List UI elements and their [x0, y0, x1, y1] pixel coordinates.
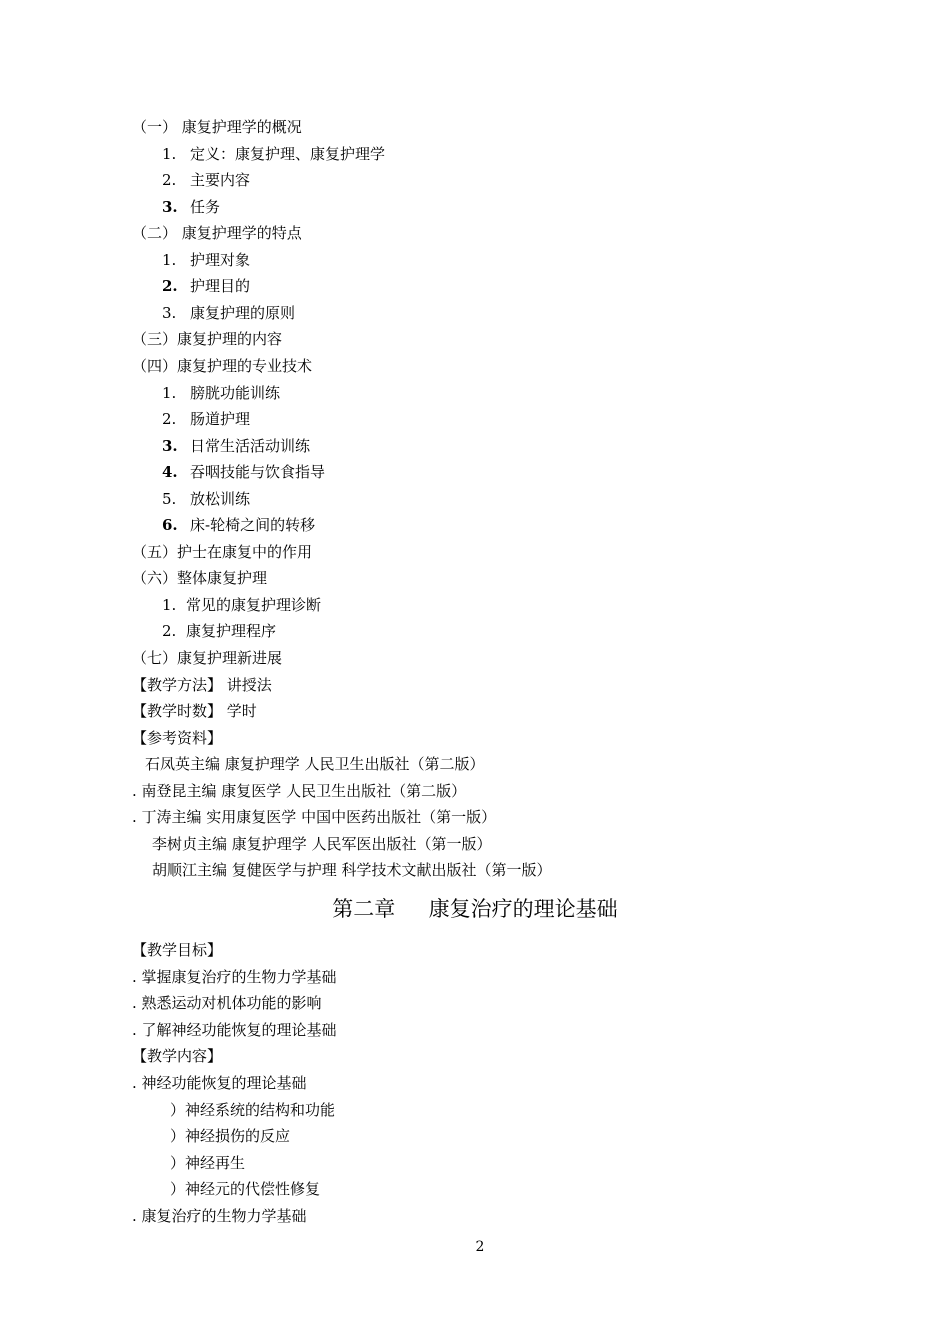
item-number: 2.: [162, 622, 177, 641]
item-text: ）神经系统的结构和功能: [170, 1100, 336, 1119]
outline-line: [162, 436, 310, 456]
outline-line: [162, 515, 315, 535]
item-number: 1.: [162, 595, 177, 614]
item-text: （七）康复护理新进展: [132, 649, 283, 667]
item-number: 4.: [162, 463, 178, 482]
item-text: （三）康复护理的内容: [132, 330, 283, 349]
item-text: 康复护理的原则: [190, 303, 296, 322]
item-text: 膀胱功能训练: [190, 383, 281, 402]
item-text: . 掌握康复治疗的生物力学基础: [132, 967, 337, 986]
outline-line: [132, 993, 322, 1013]
outline-line: [162, 144, 385, 164]
outline-line: [132, 117, 302, 137]
outline-line: [145, 754, 485, 774]
item-text: ）神经再生: [170, 1153, 246, 1172]
outline-line: [162, 621, 276, 641]
item-text: 【参考资料】: [132, 728, 223, 747]
outline-line: [170, 1126, 290, 1146]
outline-line: [132, 542, 312, 562]
item-text: （一） 康复护理学的概况: [132, 118, 302, 136]
item-number: 3.: [162, 197, 178, 216]
item-number: 3.: [162, 436, 178, 455]
item-text: . 南登昆主编 康复医学 人民卫生出版社（第二版）: [132, 781, 467, 800]
item-text: 【教学目标】: [132, 941, 223, 959]
outline-line: [170, 1100, 335, 1120]
outline-line: [132, 807, 496, 827]
item-text: ）神经损伤的反应: [170, 1127, 291, 1146]
item-text: ）神经元的代偿性修复: [170, 1180, 321, 1199]
outline-line: [132, 1073, 307, 1093]
outline-line: [162, 409, 250, 429]
outline-line: [152, 860, 552, 880]
item-text: 放松训练: [190, 489, 251, 508]
item-text: . 熟悉运动对机体功能的影响: [132, 994, 322, 1013]
item-text: 李树贞主编 康复护理学 人民军医出版社（第一版）: [152, 834, 492, 853]
outline-line: [132, 648, 282, 668]
item-number: 2.: [162, 277, 178, 296]
outline-line: [132, 701, 257, 721]
outline-line: [132, 781, 466, 801]
outline-line: [162, 383, 280, 403]
item-number: 2.: [162, 171, 177, 190]
item-text: 常见的康复护理诊断: [186, 595, 322, 614]
item-text: 吞咽技能与饮食指导: [190, 463, 326, 482]
item-text: 主要内容: [190, 171, 251, 190]
item-number: 1.: [162, 383, 177, 402]
outline-line: [132, 223, 302, 243]
item-text: 【教学时数】 学时: [132, 702, 257, 721]
outline-line: [162, 250, 250, 270]
item-text: 日常生活活动训练: [190, 436, 311, 455]
page-number: 2: [475, 1239, 485, 1255]
item-text: 肠道护理: [190, 410, 251, 429]
item-number: 2.: [162, 410, 177, 429]
item-text: 定义：康复护理、康复护理学: [190, 144, 386, 163]
outline-line: [132, 675, 272, 695]
item-number: 1.: [162, 144, 177, 163]
item-number: 5.: [162, 489, 177, 508]
outline-line: [162, 276, 250, 296]
outline-line: [152, 834, 492, 854]
outline-line: [162, 170, 250, 190]
item-text: （五）护士在康复中的作用: [132, 542, 313, 561]
item-text: 【教学方法】 讲授法: [132, 675, 272, 694]
item-text: 床-轮椅之间的转移: [190, 516, 316, 535]
outline-line: [170, 1153, 245, 1173]
outline-line: [162, 303, 295, 323]
item-text: 【教学内容】: [132, 1047, 223, 1066]
outline-line: [162, 462, 325, 482]
item-number: 1.: [162, 250, 177, 269]
outline-line: [162, 489, 250, 509]
item-text: . 神经功能恢复的理论基础: [132, 1074, 307, 1092]
outline-line: [132, 329, 282, 349]
outline-line: [132, 940, 222, 960]
outline-line: [132, 1206, 307, 1226]
item-text: . 康复治疗的生物力学基础: [132, 1207, 307, 1225]
chapter-title: 第二章 康复治疗的理论基础: [332, 897, 618, 921]
item-text: 护理对象: [190, 250, 251, 269]
item-text: （四）康复护理的专业技术: [132, 356, 313, 375]
outline-line: [170, 1179, 320, 1199]
outline-line: [132, 356, 312, 376]
item-number: 3.: [162, 303, 177, 322]
outline-line: [132, 1020, 337, 1040]
item-text: 康复护理程序: [186, 622, 277, 641]
item-text: . 丁涛主编 实用康复医学 中国中医药出版社（第一版）: [132, 808, 497, 827]
outline-line: [162, 595, 321, 615]
item-text: . 了解神经功能恢复的理论基础: [132, 1020, 337, 1039]
item-text: （六）整体康复护理: [132, 569, 268, 588]
outline-line: [132, 568, 267, 588]
item-text: 护理目的: [190, 277, 251, 296]
outline-line: [132, 1046, 222, 1066]
outline-line: [132, 728, 222, 748]
item-number: 6.: [162, 516, 178, 535]
item-text: （二） 康复护理学的特点: [132, 224, 302, 243]
outline-line: [162, 197, 220, 217]
item-text: 胡顺江主编 复健医学与护理 科学技术文献出版社（第一版）: [152, 861, 552, 880]
item-text: 任务: [190, 197, 221, 216]
item-text: 石凤英主编 康复护理学 人民卫生出版社（第二版）: [145, 755, 485, 774]
outline-line: [132, 967, 337, 987]
